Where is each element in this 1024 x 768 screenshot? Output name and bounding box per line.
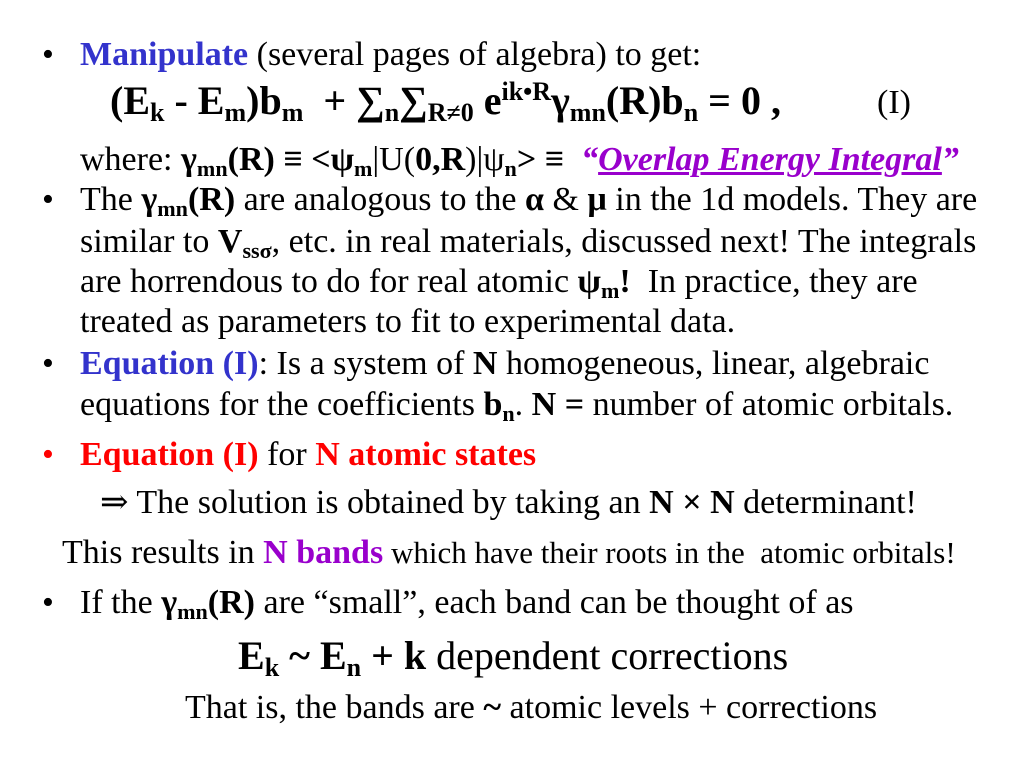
open-quote: “ — [581, 141, 599, 178]
energy-term: ~ E — [279, 633, 347, 678]
atomic-states-term: N atomic states — [315, 436, 537, 473]
overlap-energy-integral-term: Overlap Energy Integral — [598, 141, 942, 178]
subscript: n — [384, 98, 400, 128]
text-run: determinant! — [734, 484, 917, 521]
subscript: n — [504, 156, 517, 182]
bold-term: N — [472, 345, 498, 382]
exponential-term: e — [473, 78, 502, 123]
equation-term: = 0 , — [698, 78, 781, 123]
text-run: which have their roots in the atomic orbitals! — [383, 535, 956, 570]
mu-symbol: μ — [587, 181, 607, 218]
summation-symbol: ∑ — [399, 78, 428, 123]
equation-reference: Equation (I) — [80, 345, 259, 382]
text-run: equations for the coefficients — [80, 386, 484, 423]
equation-term: )b — [246, 78, 282, 123]
gamma-symbol: γ — [551, 78, 570, 123]
equation-reference: Equation (I) — [80, 436, 259, 473]
text-run: The solution is obtained by taking an — [128, 484, 650, 521]
bold-term: (R) — [207, 584, 255, 621]
subscript: mn — [157, 196, 188, 222]
text-run: homogeneous, linear, algebraic — [497, 345, 930, 382]
text-run: |U( — [372, 141, 416, 178]
bands-line — [62, 533, 956, 572]
bold-term: (R) — [187, 181, 236, 218]
text-run: This results in — [62, 534, 264, 571]
subscript: mn — [569, 98, 606, 128]
equation-label — [877, 83, 911, 122]
bullet: • — [42, 345, 54, 382]
bold-term: b — [483, 386, 503, 423]
close-quote: ” — [941, 141, 959, 178]
subscript: mn — [177, 599, 208, 625]
manipulate-text: (several pages of algebra) to get: — [248, 36, 702, 73]
subscript: R≠0 — [427, 98, 474, 128]
energy-term: + k — [361, 633, 427, 678]
n-bands-term: N bands — [263, 534, 384, 571]
conclusion-line — [185, 688, 877, 727]
subscript: mn — [196, 156, 228, 182]
equation-term: (R)b — [605, 78, 684, 123]
subscript: k — [264, 653, 280, 683]
gamma-symbol: γ — [141, 181, 158, 218]
subscript: m — [353, 156, 373, 182]
energy-term: E — [238, 633, 265, 678]
text-run: are horrendous to do for real atomic — [80, 263, 578, 300]
bold-term: 0,R — [415, 141, 466, 178]
bullet: • — [42, 36, 54, 73]
text-run: : Is a system of — [258, 345, 473, 382]
superscript: ik•R — [501, 76, 552, 106]
gamma-symbol: γ — [181, 141, 197, 178]
subscript: m — [600, 278, 620, 304]
subscript: k — [150, 98, 165, 128]
manipulate-keyword: Manipulate — [80, 36, 249, 73]
text-run: dependent corrections — [426, 633, 789, 678]
bold-term: N × N — [649, 484, 735, 521]
equation-label-text: (I) — [877, 84, 911, 121]
bullet: • — [42, 436, 54, 473]
equation-term: (E — [110, 78, 150, 123]
equation-term: - E — [164, 78, 225, 123]
bullet: • — [42, 181, 54, 218]
gamma-paragraph-line-1 — [42, 180, 978, 222]
subscript: m — [281, 98, 304, 128]
bold-term: V — [217, 223, 243, 260]
bold-term: ! — [619, 263, 631, 300]
text-run: similar to — [80, 223, 218, 260]
subscript: m — [224, 98, 247, 128]
gamma-paragraph-line-3 — [80, 262, 918, 304]
subscript: ssσ — [242, 238, 272, 264]
determinant-line — [100, 483, 917, 522]
gamma-symbol: γ — [161, 584, 178, 621]
text-run: . — [514, 386, 532, 423]
energy-relation — [238, 633, 789, 683]
small-gamma-line — [42, 583, 854, 625]
text-run: for — [258, 436, 316, 473]
text-run: in the 1d models. They are — [606, 181, 978, 218]
system-paragraph-line-2 — [80, 385, 954, 427]
gamma-paragraph-line-4 — [80, 302, 735, 341]
atomic-states-line — [42, 435, 536, 474]
text-run: are “small”, each band can be thought of as — [255, 584, 854, 621]
text-run: )|ψ — [465, 141, 505, 178]
bold-term: (R) — [227, 141, 275, 178]
text-run: , etc. in real materials, discussed next! The integrals — [271, 223, 977, 260]
subscript: n — [346, 653, 362, 683]
overlap-integral-definition — [80, 140, 959, 182]
text-run: atomic levels + corrections — [501, 689, 878, 726]
gamma-paragraph-line-2 — [80, 222, 977, 264]
text-run: That is, the bands are — [185, 689, 484, 726]
text-run: are analogous to the — [235, 181, 526, 218]
text-run: where: — [80, 141, 182, 178]
equation-i — [110, 76, 781, 128]
bullet: • — [42, 584, 54, 621]
tilde-symbol: ~ — [483, 689, 502, 726]
bold-term: > ≡ — [516, 141, 582, 178]
text-run: & — [544, 181, 588, 218]
implies-arrow-icon: ⇒ — [100, 484, 129, 521]
subscript: n — [502, 401, 515, 427]
text-run: number of atomic orbitals. — [584, 386, 954, 423]
text-run: treated as parameters to fit to experimental data. — [80, 303, 736, 340]
alpha-symbol: α — [525, 181, 545, 218]
subscript: n — [683, 98, 699, 128]
text-run: The — [80, 181, 142, 218]
system-paragraph-line-1 — [42, 344, 929, 383]
bold-term: ≡ <ψ — [274, 141, 354, 178]
manipulate-line — [42, 35, 701, 74]
psi-symbol: ψ — [577, 263, 601, 300]
bold-term: N = — [531, 386, 585, 423]
summation-symbol: + ∑ — [303, 78, 385, 123]
text-run: If the — [80, 584, 162, 621]
text-run: In practice, they are — [630, 263, 918, 300]
